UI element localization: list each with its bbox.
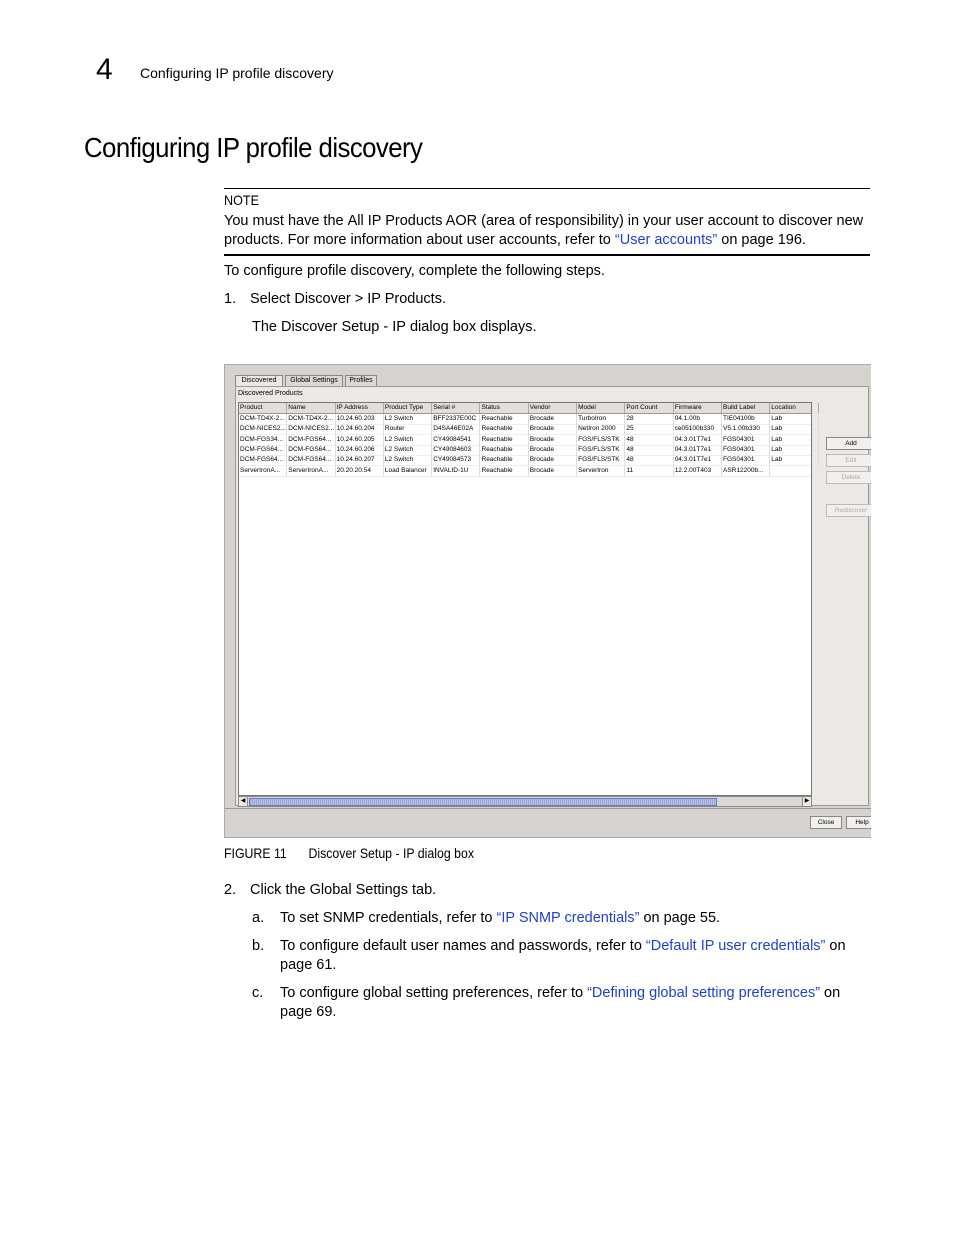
global-setting-preferences-link[interactable]: “Defining global setting preferences” <box>587 985 821 1001</box>
chapter-number: 4 <box>96 53 113 86</box>
step-text: Click the <box>250 882 310 898</box>
table-cell: Brocade <box>529 414 577 424</box>
table-cell: 20.20.20.54 <box>336 466 384 476</box>
table-cell: ServerIronA... <box>287 466 335 476</box>
horizontal-scrollbar[interactable] <box>238 796 812 807</box>
rediscover-button[interactable]: Rediscover <box>826 504 871 517</box>
table-cell: FGS04301 <box>722 445 770 455</box>
table-cell: CY49084541 <box>432 435 480 445</box>
column-header[interactable]: Model <box>577 403 625 413</box>
table-cell: TurboIron <box>577 414 625 424</box>
step-text: dialog box displays. <box>405 319 537 335</box>
note-box <box>224 188 870 256</box>
table-cell: DCM-FGS64... <box>287 435 335 445</box>
step-number: 1. <box>224 291 237 307</box>
figure-label: FIGURE 11 <box>224 845 287 861</box>
default-ip-user-credentials-link[interactable]: “Default IP user credentials” <box>645 938 826 954</box>
figure-caption <box>224 845 474 861</box>
table-cell: TIE04100b <box>722 414 770 424</box>
divider <box>225 808 871 809</box>
table-cell: DCM-NICES2... <box>288 425 335 433</box>
column-header[interactable]: IP Address <box>336 403 384 413</box>
table-cell: DCM-TD4X-2... <box>287 414 335 424</box>
table-cell: ServerIron <box>577 466 625 476</box>
table-cell: Load Balancer <box>384 466 432 476</box>
table-cell: FGS/FLS/STK <box>577 455 625 465</box>
table-cell: DCM-FGS64... <box>287 445 335 455</box>
note-text: You must have the <box>224 213 348 229</box>
table-cell: 10.24.60.203 <box>336 414 384 424</box>
step-text: Select <box>250 291 295 307</box>
table-cell: Router <box>384 424 432 434</box>
substep-text: To configure global setting preferences, refer to <box>280 985 588 1001</box>
discovered-products-table <box>238 402 812 796</box>
table-cell: Lab <box>770 414 818 424</box>
close-button[interactable]: Close <box>810 816 842 829</box>
column-header[interactable]: Product <box>239 403 287 413</box>
delete-button[interactable]: Delete <box>826 471 871 484</box>
table-cell: 12.2.00T403 <box>674 466 722 476</box>
user-accounts-link[interactable]: “User accounts” <box>614 232 718 248</box>
table-cell: L2 Switch <box>384 435 432 445</box>
table-cell: 04.3.01T7e1 <box>674 435 722 445</box>
column-header[interactable]: Vendor <box>529 403 577 413</box>
substep-text: To configure default user names and passwords, refer to <box>280 938 646 954</box>
column-header[interactable]: Port Count <box>625 403 673 413</box>
scroll-right-icon[interactable]: ▶ <box>802 797 811 806</box>
note-body <box>224 212 870 250</box>
table-cell: ServerIronA... <box>239 466 287 476</box>
table-cell: Reachable <box>481 414 529 424</box>
table-cell: D4SA46E02A <box>432 424 480 434</box>
table-cell: Brocade <box>529 424 577 434</box>
tab-panel <box>235 386 869 806</box>
edit-button[interactable]: Edit <box>826 454 871 467</box>
table-cell: 48 <box>625 435 673 445</box>
table-cell: 11 <box>625 466 673 476</box>
table-cell: L2 Switch <box>384 455 432 465</box>
table-cell: Brocade <box>529 435 577 445</box>
table-cell: CY49084573 <box>432 455 480 465</box>
table-cell: DCM-FGS64... <box>239 445 287 455</box>
table-cell: FGS/FLS/STK <box>577 445 625 455</box>
substep-letter: c. <box>252 985 264 1001</box>
ip-snmp-credentials-link[interactable]: “IP SNMP credentials” <box>496 910 640 926</box>
table-cell: Reachable <box>481 466 529 476</box>
menu-path: Discover > IP Products <box>294 291 442 307</box>
step-2 <box>224 881 436 900</box>
note-text: on page 196. <box>717 232 806 248</box>
note-label: NOTE <box>224 192 260 208</box>
table-cell: ce05100b330 <box>674 424 722 434</box>
tab-global-settings[interactable]: Global Settings <box>285 375 343 386</box>
table-cell: DCM-TD4X-2... <box>239 414 287 424</box>
table-cell: L2 Switch <box>384 414 432 424</box>
substep-c <box>252 984 870 1022</box>
tab-name: Global Settings <box>309 882 408 898</box>
table-cell: FGS04301 <box>722 435 770 445</box>
table-cell: Reachable <box>481 424 529 434</box>
table-cell: Brocade <box>529 455 577 465</box>
column-header[interactable]: Build Label <box>722 403 770 413</box>
add-button[interactable]: Add <box>826 437 871 450</box>
table-cell: 04.3.01T7e1 <box>674 455 722 465</box>
scroll-left-icon[interactable]: ◀ <box>239 797 248 806</box>
step-text: tab. <box>407 882 437 898</box>
substep-text: To set SNMP credentials, refer to <box>280 910 497 926</box>
column-header[interactable]: Serial # <box>432 403 480 413</box>
page-title: Configuring IP profile discovery <box>84 132 423 163</box>
table-cell: Brocade <box>529 466 577 476</box>
discover-setup-dialog <box>224 364 871 838</box>
table-cell: L2 Switch <box>384 445 432 455</box>
table-cell: 04.3.01T7e1 <box>674 445 722 455</box>
scrollbar-thumb[interactable] <box>249 798 717 806</box>
step-number: 2. <box>224 882 237 898</box>
table-cell: DCM-FGS64... <box>239 455 287 465</box>
table-cell: 25 <box>625 424 673 434</box>
table-cell: Reachable <box>481 435 529 445</box>
substep-text: on page 55. <box>639 910 721 926</box>
tab-profiles[interactable]: Profiles <box>345 375 377 386</box>
table-cell: INVALID-1U <box>432 466 480 476</box>
table-cell: 48 <box>625 445 673 455</box>
column-header[interactable]: Status <box>481 403 529 413</box>
table-cell: ASR12200b... <box>722 466 770 476</box>
column-header[interactable]: Name <box>287 403 335 413</box>
substep-a <box>252 909 870 928</box>
table-cell: 28 <box>625 414 673 424</box>
table-cell: DCM-FGS64... <box>287 455 335 465</box>
table-cell: DCM-FGS34... <box>239 435 287 445</box>
step-1-result <box>252 318 537 337</box>
table-cell: 10.24.60.207 <box>336 455 384 465</box>
help-button[interactable]: Help <box>846 816 871 829</box>
note-bold: All IP Products <box>347 213 443 229</box>
substep-text: on page 61. <box>280 938 846 973</box>
step-text: . <box>441 291 446 307</box>
figure-title: Discover Setup - IP dialog box <box>308 845 474 861</box>
table-cell: FGS/FLS/STK <box>577 435 625 445</box>
table-cell: 10.24.60.205 <box>336 435 384 445</box>
table-cell: 04.1.00b <box>674 414 722 424</box>
step-1 <box>224 290 446 309</box>
substep-text: on page 69. <box>280 985 841 1020</box>
running-header: Configuring IP profile discovery <box>140 65 334 81</box>
table-cell: NetIron 2000 <box>577 424 625 434</box>
table-row[interactable] <box>239 466 811 477</box>
table-cell: 48 <box>625 455 673 465</box>
column-header[interactable]: Firmware <box>674 403 722 413</box>
intro-text: To configure profile discovery, complete the following steps. <box>224 263 605 279</box>
table-cell: Lab <box>770 455 818 465</box>
table-cell: V5.1.00b330 <box>722 424 770 434</box>
tab-discovered[interactable]: Discovered <box>235 375 283 386</box>
substep-b <box>252 937 870 975</box>
table-cell: DCM-NICES2... <box>240 425 286 433</box>
table-cell: Brocade <box>529 445 577 455</box>
table-cell: Lab <box>770 424 818 434</box>
substep-letter: a. <box>252 910 265 926</box>
column-header[interactable]: Location <box>770 403 818 413</box>
table-cell: CY49084603 <box>432 445 480 455</box>
table-header <box>239 403 811 414</box>
substep-letter: b. <box>252 938 265 954</box>
column-header[interactable]: Product Type <box>384 403 432 413</box>
dialog-name: Discover Setup - IP <box>281 319 406 335</box>
note-text: AOR (area of responsibility) in your user account to discover new products. For more information about user accounts, refer to <box>224 213 864 248</box>
table-cell: 10.24.60.206 <box>336 445 384 455</box>
group-label: Discovered Products <box>238 390 303 397</box>
step-text: The <box>252 319 282 335</box>
table-cell: Reachable <box>481 455 529 465</box>
table-cell: Reachable <box>481 445 529 455</box>
table-cell: Lab <box>770 435 818 445</box>
table-cell: Lab <box>770 445 818 455</box>
table-cell: BFF2337E00C <box>432 414 480 424</box>
table-cell: FGS04301 <box>722 455 770 465</box>
table-cell: 10.24.60.204 <box>336 424 384 434</box>
